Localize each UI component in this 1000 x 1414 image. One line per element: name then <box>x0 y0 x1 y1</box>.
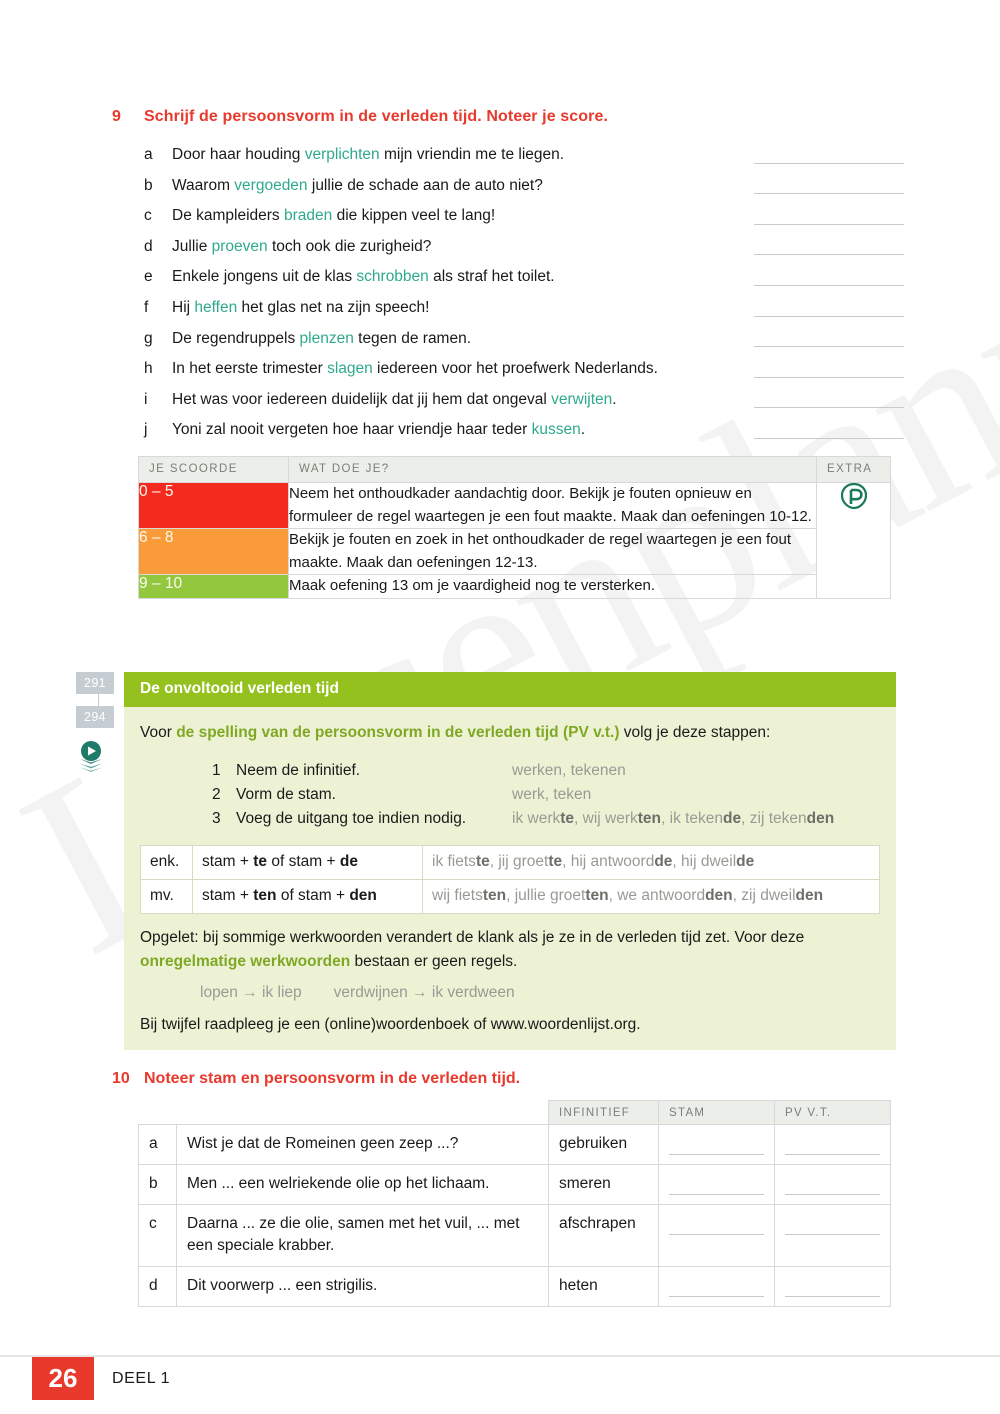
page-number-badge: 26 <box>32 1357 94 1400</box>
note-after: bestaan er geen regels. <box>350 953 518 970</box>
exercise-9-number: 9 <box>112 108 121 125</box>
target-verb: verplichten <box>304 146 380 163</box>
row-stam-input[interactable] <box>659 1125 775 1165</box>
reference-connector-line <box>98 694 99 706</box>
item-letter: c <box>144 207 152 225</box>
score-table-header-row <box>139 457 891 483</box>
irregular-example-2: verdwijnen → ik verdween <box>333 984 515 1001</box>
table-row <box>139 1267 891 1307</box>
page-footer <box>0 1355 1000 1400</box>
item-letter: j <box>144 421 148 439</box>
endings-row-singular <box>141 846 880 880</box>
theory-box-body <box>124 707 896 1050</box>
exercise-10-table <box>138 1100 891 1307</box>
item-letter: g <box>144 329 153 347</box>
write-line[interactable] <box>669 1217 764 1235</box>
row-pv-input[interactable] <box>775 1165 891 1205</box>
infinitief-column-header: INFINITIEF <box>549 1101 659 1125</box>
sentence-part-before: Enkele jongens uit de klas <box>172 268 357 286</box>
row-stam-input[interactable] <box>659 1267 775 1307</box>
theory-step <box>212 783 880 807</box>
exercise-9-item <box>144 415 904 446</box>
lead-before: Voor <box>140 724 177 741</box>
sentence-part-after: het glas net na zijn speech! <box>237 298 430 316</box>
target-verb: braden <box>284 207 333 225</box>
row-letter: a <box>139 1125 177 1165</box>
endings-key: enk. <box>141 846 193 880</box>
sentence-part-before: Waarom <box>172 176 235 194</box>
action-column-header: WAT DOE JE? <box>289 457 817 483</box>
answer-line[interactable] <box>754 193 904 194</box>
row-pv-input[interactable] <box>775 1267 891 1307</box>
sentence-part-before: Hij <box>172 298 195 316</box>
answer-line[interactable] <box>754 163 904 164</box>
endings-rule: stam + ten of stam + den <box>193 880 423 914</box>
exercise-10-header-row <box>139 1101 891 1125</box>
score-advice-9-10: Maak oefening 13 om je vaardigheid nog te versterken. <box>289 575 817 599</box>
row-stam-input[interactable] <box>659 1205 775 1267</box>
row-letter: d <box>139 1267 177 1307</box>
note-emphasis: onregelmatige werkwoorden <box>140 953 351 970</box>
score-column-header: JE SCOORDE <box>139 457 289 483</box>
row-letter: b <box>139 1165 177 1205</box>
theory-box <box>124 672 896 1050</box>
theory-step <box>212 759 880 783</box>
row-stam-input[interactable] <box>659 1165 775 1205</box>
note-before: Opgelet: bij sommige werkwoorden verandert de klank als je ze in de verleden tijd zet. Voor deze <box>140 929 805 946</box>
score-advice-0-5: Neem het onthoudkader aandachtig door. Bekijk je fouten opnieuw en formuleer de regel waartegen je een fout maakte. Maak dan oefeningen 10-12. <box>289 483 817 529</box>
target-verb: heffen <box>194 298 238 316</box>
row-sentence: Dit voorwerp ... een strigilis. <box>177 1267 549 1307</box>
step-number: 3 <box>212 810 221 827</box>
item-sentence <box>172 262 555 293</box>
table-row <box>139 1165 891 1205</box>
sentence-part-after: als straf het toilet. <box>428 268 555 286</box>
sentence-part-after: tegen de ramen. <box>353 329 472 347</box>
row-infinitief: heten <box>549 1267 659 1307</box>
answer-line[interactable] <box>754 316 904 317</box>
answer-line[interactable] <box>754 254 904 255</box>
theory-note-paragraph <box>140 926 880 974</box>
exercise-9-item <box>144 232 904 263</box>
exercise-9-item <box>144 354 904 385</box>
target-verb: plenzen <box>299 329 354 347</box>
pelckmans-p-logo-icon <box>841 483 867 509</box>
answer-line[interactable] <box>754 346 904 347</box>
table-row <box>139 1125 891 1165</box>
write-line[interactable] <box>669 1177 764 1195</box>
exercise-9-item <box>144 293 904 324</box>
sentence-part-after: die kippen veel te lang! <box>332 207 496 225</box>
step-label: Neem de infinitief. <box>236 762 361 779</box>
item-sentence <box>172 232 431 263</box>
lead-emphasis: de spelling van de persoonsvorm in de verleden tijd (PV v.t.) <box>176 724 620 741</box>
answer-line[interactable] <box>754 438 904 439</box>
irregular-example-1: lopen → ik liep <box>200 984 302 1001</box>
theory-box-title: De onvoltooid verleden tijd <box>124 672 896 707</box>
target-verb: verwijten <box>551 390 613 408</box>
write-line[interactable] <box>785 1279 880 1297</box>
lead-after: volg je deze stappen: <box>619 724 771 741</box>
item-letter: b <box>144 176 153 194</box>
item-letter: a <box>144 146 153 163</box>
step-number: 1 <box>212 762 221 779</box>
sentence-part-before: Door haar houding <box>172 146 305 163</box>
item-sentence <box>172 385 617 416</box>
reference-page-badge-bottom[interactable]: 294 <box>76 706 114 728</box>
sentence-part-after: jullie de schade aan de auto niet? <box>307 176 543 194</box>
answer-line[interactable] <box>754 224 904 225</box>
item-letter: d <box>144 237 153 255</box>
exercise-9-item <box>144 385 904 416</box>
write-line[interactable] <box>785 1137 880 1155</box>
write-line[interactable] <box>669 1137 764 1155</box>
item-sentence <box>172 324 471 355</box>
endings-key: mv. <box>141 880 193 914</box>
item-letter: i <box>144 390 148 408</box>
score-band-0-5: 0 – 5 <box>139 483 289 529</box>
answer-line[interactable] <box>754 407 904 408</box>
write-line[interactable] <box>785 1217 880 1235</box>
item-letter: f <box>144 298 149 316</box>
step-label: Vorm de stam. <box>236 786 336 803</box>
row-sentence: Wist je dat de Romeinen geen zeep ...? <box>177 1125 549 1165</box>
theory-steps-list <box>140 759 880 831</box>
sentence-part-before: Het was voor iedereen duidelijk dat jij hem dat ongeval <box>172 390 552 408</box>
row-infinitief: afschrapen <box>549 1205 659 1267</box>
item-sentence <box>172 140 564 171</box>
target-verb: schrobben <box>356 268 429 286</box>
sentence-part-before: In het eerste trimester <box>172 360 328 378</box>
item-letter: e <box>144 268 153 286</box>
sentence-part-before: Yoni zal nooit vergeten hoe haar vriendje haar teder <box>172 421 532 439</box>
item-sentence <box>172 171 543 202</box>
pv-column-header: PV V.T. <box>775 1101 891 1125</box>
irregular-verb-examples <box>140 984 880 1002</box>
sentence-part-before: De regendruppels <box>172 329 300 347</box>
score-table-row <box>139 483 891 529</box>
verb-endings-table <box>140 845 880 914</box>
item-sentence <box>172 354 658 385</box>
target-verb: slagen <box>327 360 373 378</box>
theory-lead-paragraph <box>140 721 880 745</box>
exercise-10-title: Noteer stam en persoonsvorm in de verleden tijd. <box>144 1070 521 1087</box>
sentence-part-after: mijn vriendin me te liegen. <box>379 146 565 163</box>
row-pv-input[interactable] <box>775 1205 891 1267</box>
target-verb: proeven <box>211 237 268 255</box>
margin-reference-block <box>76 672 120 772</box>
exercise-9-item <box>144 324 904 355</box>
exercise-10-number: 10 <box>112 1070 130 1087</box>
row-sentence: Daarna ... ze die olie, samen met het vuil, ... met een speciale krabber. <box>177 1205 549 1267</box>
sentence-part-after: . <box>612 390 617 408</box>
endings-row-plural <box>141 880 880 914</box>
endings-examples: ik fietste, jij groette, hij antwoordde, hij dweilde <box>423 846 880 880</box>
step-example: werk, teken <box>512 786 592 803</box>
score-advice-6-8: Bekijk je fouten en zoek in het onthoudkader de regel waartegen je een fout maakte. Maak dan oefeningen 12-13. <box>289 529 817 575</box>
answer-line[interactable] <box>754 377 904 378</box>
step-example: werken, tekenen <box>512 762 626 779</box>
exercise-9-item <box>144 201 904 232</box>
target-verb: kussen <box>531 421 581 439</box>
exercise-9-title: Schrijf de persoonsvorm in de verleden tijd. Noteer je score. <box>144 108 609 125</box>
extra-resource-cell[interactable] <box>817 483 891 599</box>
step-example: ik werkte, wij werkten, ik tekende, zij tekenden <box>512 810 835 827</box>
endings-examples: wij fietsten, jullie groetten, we antwoordden, zij dweilden <box>423 880 880 914</box>
item-letter: h <box>144 360 153 378</box>
score-feedback-table <box>138 456 891 599</box>
item-sentence <box>172 201 495 232</box>
exercise-9-item <box>144 171 904 202</box>
item-sentence <box>172 293 429 324</box>
sentence-part-after: toch ook die zurigheid? <box>267 237 432 255</box>
header-spacer-sentence <box>177 1101 549 1125</box>
row-infinitief: gebruiken <box>549 1125 659 1165</box>
theory-step <box>212 807 880 831</box>
row-pv-input[interactable] <box>775 1125 891 1165</box>
step-number: 2 <box>212 786 221 803</box>
target-verb: vergoeden <box>234 176 308 194</box>
score-band-6-8: 6 – 8 <box>139 529 289 575</box>
item-sentence <box>172 415 585 446</box>
theory-footer-text: Bij twijfel raadpleeg je een (online)woordenboek of www.woordenlijst.org. <box>140 1016 641 1033</box>
sentence-part-after: . <box>580 421 586 439</box>
row-infinitief: smeren <box>549 1165 659 1205</box>
sentence-part-after: iedereen voor het proefwerk Nederlands. <box>372 360 658 378</box>
sentence-part-before: Jullie <box>172 237 212 255</box>
exercise-9-item <box>144 262 904 293</box>
exercise-9-item <box>144 140 904 171</box>
score-band-9-10: 9 – 10 <box>139 575 289 599</box>
exercise-9-heading <box>112 108 608 126</box>
footer-section-label: DEEL 1 <box>112 1370 171 1387</box>
reference-page-badge-top[interactable]: 291 <box>76 672 114 694</box>
exercise-10-heading <box>112 1070 520 1088</box>
answer-line[interactable] <box>754 285 904 286</box>
score-table-row <box>139 529 891 575</box>
write-line[interactable] <box>669 1279 764 1297</box>
endings-rule: stam + te of stam + de <box>193 846 423 880</box>
score-table-row <box>139 575 891 599</box>
stam-column-header: STAM <box>659 1101 775 1125</box>
header-spacer-letter <box>139 1101 177 1125</box>
step-label: Voeg de uitgang toe indien nodig. <box>236 810 467 827</box>
media-play-stack-icon[interactable] <box>76 740 106 772</box>
exercise-9-item-list <box>144 140 904 446</box>
table-row <box>139 1205 891 1267</box>
write-line[interactable] <box>785 1177 880 1195</box>
row-letter: c <box>139 1205 177 1267</box>
sentence-part-before: De kampleiders <box>172 207 284 225</box>
extra-column-header: EXTRA <box>817 457 891 483</box>
row-sentence: Men ... een welriekende olie op het lichaam. <box>177 1165 549 1205</box>
